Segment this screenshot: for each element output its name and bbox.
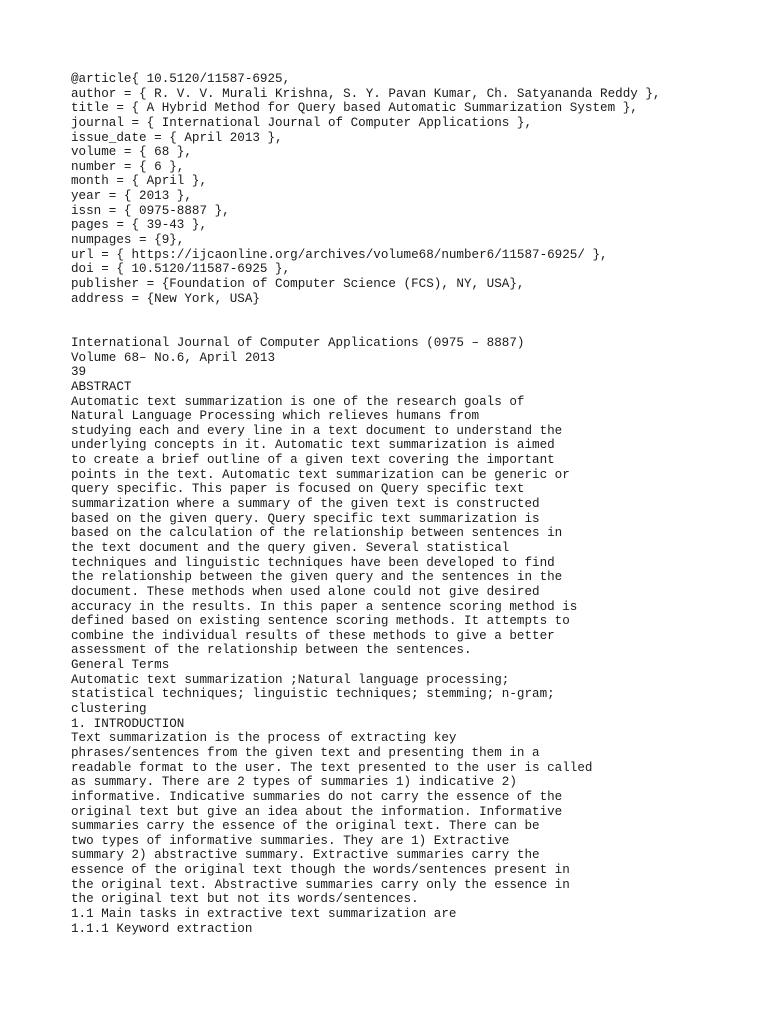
paper-line: Automatic text summarization ;Natural language processing; xyxy=(71,672,510,687)
bibtex-line: journal = { International Journal of Computer Applications }, xyxy=(71,115,533,130)
bibtex-line: address = {New York, USA} xyxy=(71,291,260,306)
paper-line: 1. INTRODUCTION xyxy=(71,716,185,731)
bibtex-line: publisher = {Foundation of Computer Science (FCS), NY, USA}, xyxy=(71,276,525,291)
paper-line: studying each and every line in a text document to understand the xyxy=(71,423,563,438)
bibtex-line: volume = { 68 }, xyxy=(71,145,192,160)
bibtex-line: month = { April }, xyxy=(71,174,208,189)
paper-line: original text but give an idea about the information. Informative xyxy=(71,804,563,819)
paper-line: informative. Indicative summaries do not carry the essence of the xyxy=(71,789,563,804)
paper-line: phrases/sentences from the given text and presenting them in a xyxy=(71,745,540,760)
paper-line: accuracy in the results. In this paper a sentence scoring method is xyxy=(71,599,578,614)
paper-line: summary 2) abstractive summary. Extractive summaries carry the xyxy=(71,848,540,863)
paper-line: as summary. There are 2 types of summaries 1) indicative 2) xyxy=(71,775,517,790)
bibtex-line: issue_date = { April 2013 }, xyxy=(71,130,283,145)
bibtex-line: year = { 2013 }, xyxy=(71,189,192,204)
bibtex-line: numpages = {9}, xyxy=(71,233,185,248)
paper-line: query specific. This paper is focused on Query specific text xyxy=(71,482,525,497)
paper-line: summaries carry the essence of the original text. There can be xyxy=(71,819,540,834)
bibtex-line: pages = { 39-43 }, xyxy=(71,218,208,233)
paper-line: International Journal of Computer Applications (0975 – 8887) xyxy=(71,336,525,350)
paper-line: ABSTRACT xyxy=(71,379,132,394)
paper-line: Text summarization is the process of extracting key xyxy=(71,731,457,746)
paper-line: the original text but not its words/sentences. xyxy=(71,892,419,907)
paper-line: essence of the original text though the words/sentences present in xyxy=(71,863,570,878)
paper-line: based on the given query. Query specific text summarization is xyxy=(71,511,540,526)
bibtex-line: doi = { 10.5120/11587-6925 }, xyxy=(71,262,291,277)
paper-line: the relationship between the given query and the sentences in the xyxy=(71,570,563,585)
paper-line: 1.1 Main tasks in extractive text summarization are xyxy=(71,906,457,921)
paper-line: to create a brief outline of a given text covering the important xyxy=(71,453,555,468)
paper-line: techniques and linguistic techniques have been developed to find xyxy=(71,555,555,570)
paper-line: assessment of the relationship between the sentences. xyxy=(71,643,472,658)
paper-line: Volume 68– No.6, April 2013 xyxy=(71,350,276,365)
paper-line: clustering xyxy=(71,702,147,717)
paper-text xyxy=(71,336,761,936)
paper-line: document. These methods when used alone could not give desired xyxy=(71,584,540,599)
paper-line: 39 xyxy=(71,365,87,380)
bibtex-line: title = { A Hybrid Method for Query based Automatic Summarization System }, xyxy=(71,101,638,116)
paper-line: underlying concepts in it. Automatic text summarization is aimed xyxy=(71,438,555,453)
paper-line: statistical techniques; linguistic techniques; stemming; n-gram; xyxy=(71,687,555,702)
paper-line: based on the calculation of the relationship between sentences in xyxy=(71,526,563,541)
paper-line: readable format to the user. The text presented to the user is called xyxy=(71,760,593,775)
bibtex-citation xyxy=(71,72,761,306)
paper-line: Automatic text summarization is one of the research goals of xyxy=(71,394,525,409)
paper-line: General Terms xyxy=(71,658,170,673)
bibtex-line: number = { 6 }, xyxy=(71,159,185,174)
bibtex-line: @article{ 10.5120/11587-6925, xyxy=(71,72,291,86)
paper-line: points in the text. Automatic text summarization can be generic or xyxy=(71,467,570,482)
paper-line: the text document and the query given. Several statistical xyxy=(71,540,510,555)
paper-line: the original text. Abstractive summaries carry only the essence in xyxy=(71,877,570,892)
bibtex-line: url = { https://ijcaonline.org/archives/volume68/number6/11587-6925/ }, xyxy=(71,247,608,262)
paper-line: two types of informative summaries. They are 1) Extractive xyxy=(71,833,510,848)
paper-line: summarization where a summary of the given text is constructed xyxy=(71,497,540,512)
bibtex-line: issn = { 0975-8887 }, xyxy=(71,203,230,218)
paper-line: defined based on existing sentence scoring methods. It attempts to xyxy=(71,614,570,629)
paper-line: combine the individual results of these methods to give a better xyxy=(71,628,555,643)
paper-line: Natural Language Processing which relieves humans from xyxy=(71,409,480,424)
bibtex-line: author = { R. V. V. Murali Krishna, S. Y. Pavan Kumar, Ch. Satyananda Reddy }, xyxy=(71,86,661,101)
paper-line: 1.1.1 Keyword extraction xyxy=(71,921,253,936)
